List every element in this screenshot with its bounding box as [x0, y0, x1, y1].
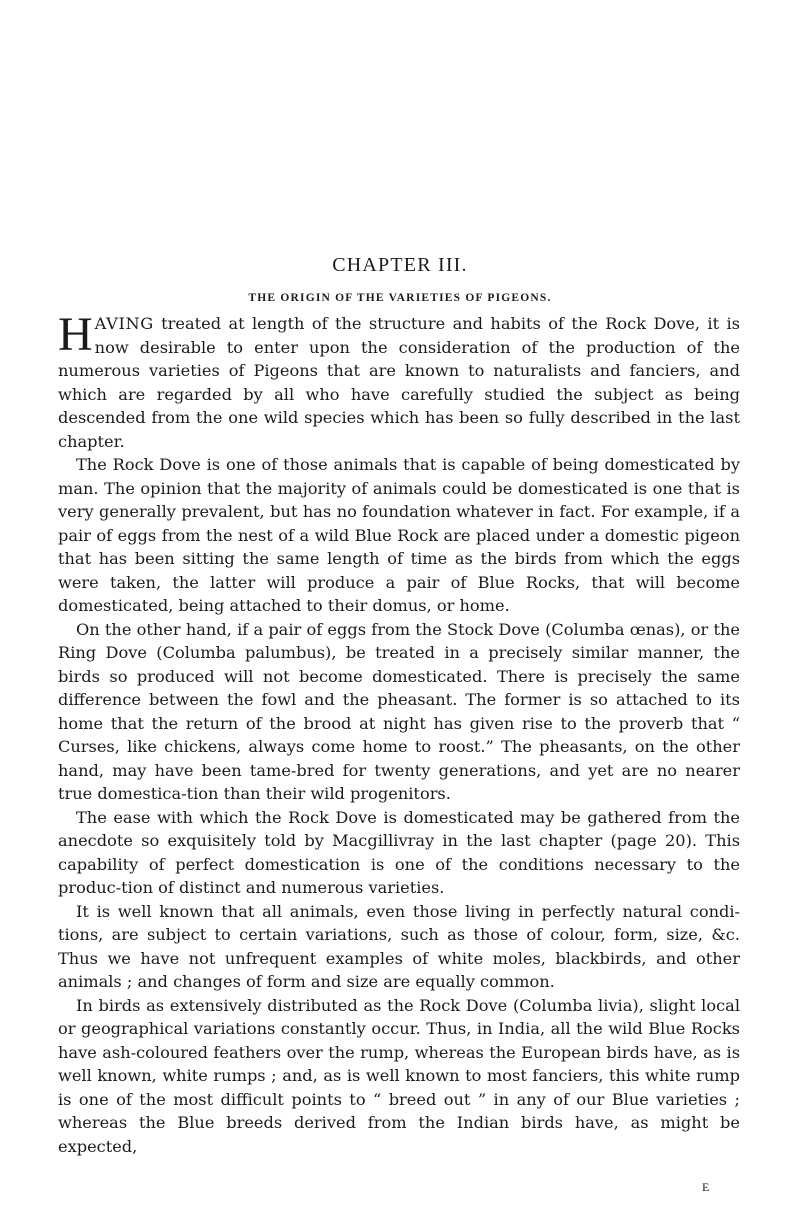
chapter-heading: CHAPTER III.: [332, 254, 468, 276]
paragraph-6: In birds as extensively distributed as the Rock Dove (Columba livia), slight local or geographical variations constantly occur. Thus, in India, all the wild Blue Rocks have ash-coloured feathers over the rump, whereas the European birds have, as is well known, white rumps ; and, as is well known to most fanciers, this white rump is one of the most difficult points to “ breed out ” in any of our Blue varieties ; whereas the Blue breeds derived from the Indian birds have, as might be expected,: [58, 995, 740, 1156]
chapter-subtitle: THE ORIGIN OF THE VARIETIES OF PIGEONS.: [248, 292, 552, 304]
paragraph-5: It is well known that all animals, even those living in perfectly natural condi-tions, are subject to certain variations, such as those of colour, form, size, &c. Thus we have not unfrequent examples of white moles, blackbirds, and other animals ; and changes of form and size are equally common.: [58, 901, 740, 991]
paragraph-3: On the other hand, if a pair of eggs from the Stock Dove (Columba œnas), or the Ring Dove (Columba palumbus), be treated in a precisely similar manner, the birds so produced will not become domesticated. There is precisely the same difference between the fowl and the pheasant. The former is so attached to its home that the return of the brood at night has given rise to the proverb that “ Curses, like chickens, always come home to roost.” The pheasants, on the other hand, may have been tame-bred for twenty generations, and yet are no nearer true domestica-tion than their wild progenitors.: [58, 619, 740, 803]
body-text: [58, 308, 740, 1158]
drop-cap: H: [58, 308, 93, 361]
paragraph-2: The Rock Dove is one of those animals that is capable of being domesticated by man. The opinion that the majority of animals could be domesticated is one that is very generally prevalent, but has no foundation whatever in fact. For example, if a pair of eggs from the nest of a wild Blue Rock are placed under a domestic pigeon that has been sitting the same length of time as the birds from which the eggs were taken, the latter will produce a pair of Blue Rocks, that will become domesticated, being attached to their domus, or home.: [58, 455, 740, 615]
paragraph-4: The ease with which the Rock Dove is domesticated may be gathered from the anecdote so exquisitely told by Macgillivray in the last chapter (page 20). This capability of perfect domestication is one of the conditions necessary to the produc-tion of distinct and numerous varieties.: [58, 807, 740, 897]
signature-mark: E: [702, 1180, 710, 1194]
paragraph-1-text: treated at length of the structure and habits of the Rock Dove, it is now desirable to enter upon the consideration of the production of the numerous varieties of Pigeons that are known to naturalists and fanciers, and which are regarded by all who have carefully studied the subject as being descended from the one wild species which has been so fully described in the last chapter.: [58, 314, 740, 451]
first-word: AVING: [94, 314, 154, 333]
paragraph-1: [58, 308, 740, 453]
